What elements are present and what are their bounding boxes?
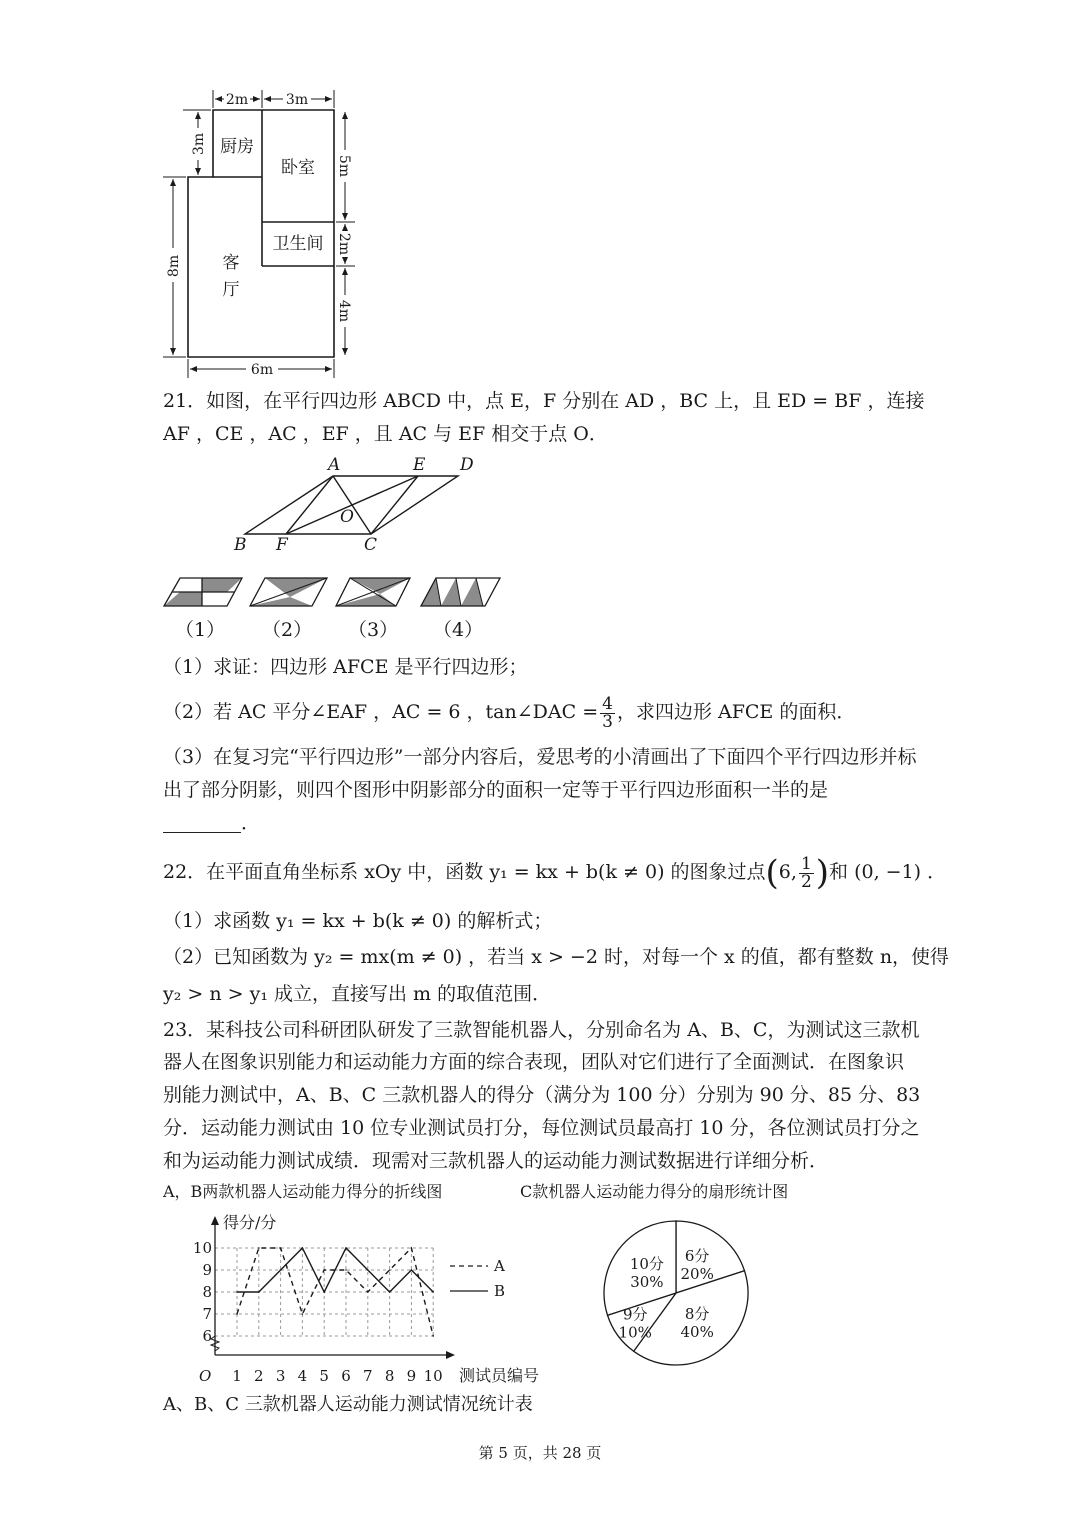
x-tick-label: 3 [275, 1367, 286, 1385]
line-chart [180, 1205, 560, 1390]
q22-line1-tail: 和 (0, −1) ． [829, 861, 947, 883]
answer-blank[interactable] [163, 816, 241, 833]
q21-part2 [163, 690, 855, 734]
point-b [389, 1291, 391, 1293]
label-C: C [364, 535, 378, 555]
y-axis-title: 得分/分 [223, 1213, 277, 1232]
point-a [411, 1247, 413, 1249]
shaded-figure-3 [336, 578, 410, 606]
small-fig-label-2: （2） [262, 619, 313, 641]
floorplan-figure [150, 80, 370, 380]
q22-line1-text: 22．在平面直角坐标系 xOy 中，函数 y₁ = kx + b(k ≠ 0) 的图象过点 [163, 861, 766, 883]
point-a [236, 1313, 238, 1315]
q23-line-1: 23．某科技公司科研团队研发了三款智能机器人，分别命名为 A、B、C，为测试这三款机 [163, 1019, 920, 1041]
small-fig-label-3: （3） [348, 619, 399, 641]
point-a [302, 1313, 304, 1315]
q22-part2-line1: （2）已知函数为 y₂ = mx(m ≠ 0) ，若当 x > −2 时，对每一个 x 的值，都有整数 n，使得 [163, 946, 950, 968]
q21-part1: （1）求证：四边形 AFCE 是平行四边形； [163, 656, 528, 678]
room-living-1: 客 [222, 253, 240, 273]
x-tick-label: 9 [406, 1367, 417, 1385]
dim-left-top: 3m [191, 132, 207, 156]
x-tick-label: 1 [232, 1367, 242, 1385]
tan-numerator: 4 [602, 693, 613, 714]
pie-slice-label: 8分 [684, 1305, 710, 1324]
dim-left: 8m [166, 254, 182, 278]
q22-part1: （1）求函数 y₁ = kx + b(k ≠ 0) 的解析式； [163, 910, 553, 932]
table-title: A、B、C 三款机器人运动能力测试情况统计表 [163, 1394, 533, 1415]
x-tick-label: 7 [363, 1367, 373, 1385]
shaded-figure-2 [250, 578, 327, 606]
pie-chart-title: C款机器人运动能力得分的扇形统计图 [520, 1182, 789, 1201]
point1-fraction [799, 853, 814, 892]
point-a [345, 1269, 347, 1271]
parallelogram-figure [225, 452, 485, 557]
tan-denominator: 3 [602, 711, 613, 732]
tan-fraction [600, 693, 615, 732]
x-tick-label: 8 [384, 1367, 395, 1385]
point-a [323, 1269, 325, 1271]
pie-slice-label: 6分 [684, 1246, 710, 1265]
q23-line-4: 分．运动能力测试由 10 位专业测试员打分，每位测试员最高打 10 分，各位测试员打分之 [163, 1117, 920, 1139]
q22-part2-line2: y₂ > n > y₁ 成立，直接写出 m 的取值范围． [163, 983, 552, 1005]
point-b [302, 1247, 304, 1249]
shaded-figures [160, 572, 505, 612]
point-b [258, 1291, 260, 1293]
q23-line-3: 别能力测试中，A、B、C 三款机器人的得分（满分为 100 分）分别为 90 分、85 分、83 [163, 1084, 921, 1106]
room-kitchen: 厨房 [220, 137, 254, 157]
shaded-figure-1 [164, 578, 242, 606]
x-tick-label: 5 [319, 1367, 329, 1385]
q21-line2: AF ，CE ，AC ，EF ，且 AC 与 EF 相交于点 O． [163, 423, 608, 445]
line-chart-title: A，B两款机器人运动能力得分的折线图 [163, 1182, 443, 1201]
dim-top-right: 3m [285, 92, 309, 108]
point1-numerator: 1 [800, 853, 812, 874]
small-fig-label-4: （4） [433, 619, 484, 641]
dim-top-left: 2m [225, 92, 249, 108]
pie-chart [590, 1205, 760, 1380]
room-bathroom: 卫生间 [272, 234, 324, 254]
q23-line-2: 器人在图象识别能力和运动能力方面的综合表现，团队对它们进行了全面测试．在图象识 [163, 1051, 905, 1073]
q21-part2-tail: ，求四边形 AFCE 的面积． [616, 701, 856, 723]
q22-line1: 22．在平面直角坐标系 xOy 中，函数 y₁ = kx + b(k ≠ 0) 的图象过点(6, $\frac{1}{2}$ )和 (0, −1) ． [163, 853, 947, 893]
q21-part3-end: ． [241, 812, 261, 834]
point1-x: 6, [778, 861, 797, 883]
pie-slice-percent: 10% [618, 1323, 652, 1342]
pie-slice-percent: 40% [680, 1323, 714, 1342]
label-D: D [460, 455, 474, 475]
small-fig-label-1: （1） [175, 619, 226, 641]
y-tick-label: 10 [192, 1239, 212, 1257]
x-tick-label: 2 [254, 1367, 264, 1385]
dim-right-mid: 2m [336, 232, 352, 256]
point-b [280, 1269, 282, 1271]
point-a [367, 1291, 369, 1293]
label-E: E [413, 455, 426, 475]
point-b [323, 1291, 325, 1293]
x-tick-label: 6 [341, 1367, 351, 1385]
point-b [367, 1269, 369, 1271]
label-F: F [276, 535, 288, 555]
x-axis-title: 测试员编号 [459, 1366, 540, 1385]
dim-right-bottom: 4m [336, 299, 352, 323]
room-bedroom: 卧室 [281, 158, 315, 178]
pie-slice-label: 10分 [629, 1254, 664, 1273]
point-b [236, 1291, 238, 1293]
y-tick-label: 7 [202, 1305, 212, 1323]
point1-denominator: 2 [800, 871, 812, 892]
dim-bottom: 6m [250, 362, 274, 378]
label-A: A [328, 455, 341, 475]
page-footer: 第 5 页，共 28 页 [478, 1444, 602, 1462]
dim-right-top: 5m [336, 154, 352, 178]
chart-legend [450, 1257, 505, 1300]
q21-line1: 21．如图，在平行四边形 ABCD 中，点 E，F 分别在 AD ，BC 上，且 ED = BF ，连接 [163, 390, 925, 412]
y-tick-label: 9 [202, 1261, 212, 1279]
label-O: O [340, 507, 354, 527]
point-a [258, 1247, 260, 1249]
legend-b: B [494, 1282, 506, 1300]
x-tick-label: 10 [423, 1367, 443, 1385]
point-b [345, 1247, 347, 1249]
pie-slice-label: 9分 [622, 1305, 648, 1324]
y-tick-label: 6 [202, 1327, 212, 1345]
point-a [432, 1335, 434, 1337]
point-a [280, 1247, 282, 1249]
q21-part3-line3 [163, 814, 260, 833]
q21-part3-line1: （3）在复习完“平行四边形”一部分内容后，爱思考的小清画出了下面四个平行四边形并标 [163, 746, 917, 768]
point-b [432, 1291, 434, 1293]
pie-slice-percent: 30% [630, 1272, 664, 1291]
point-a [389, 1269, 391, 1271]
label-B: B [234, 535, 247, 555]
y-tick-label: 8 [202, 1283, 212, 1301]
point-b [411, 1269, 413, 1271]
q21-part3-line2: 出了部分阴影，则四个图形中阴影部分的面积一定等于平行四边形面积一半的是 [163, 779, 829, 801]
origin-label: O [199, 1367, 212, 1385]
room-living-2: 厅 [222, 280, 240, 300]
q23-line-5: 和为运动能力测试成绩．现需对三款机器人的运动能力测试数据进行详细分析． [163, 1150, 829, 1172]
q21-part2-text: （2）若 AC 平分∠EAF ，AC = 6 ，tan∠DAC = [163, 701, 599, 723]
legend-a: A [494, 1257, 505, 1275]
shaded-figure-4 [421, 578, 500, 606]
x-tick-label: 4 [297, 1367, 308, 1385]
pie-slice-percent: 20% [680, 1264, 714, 1283]
